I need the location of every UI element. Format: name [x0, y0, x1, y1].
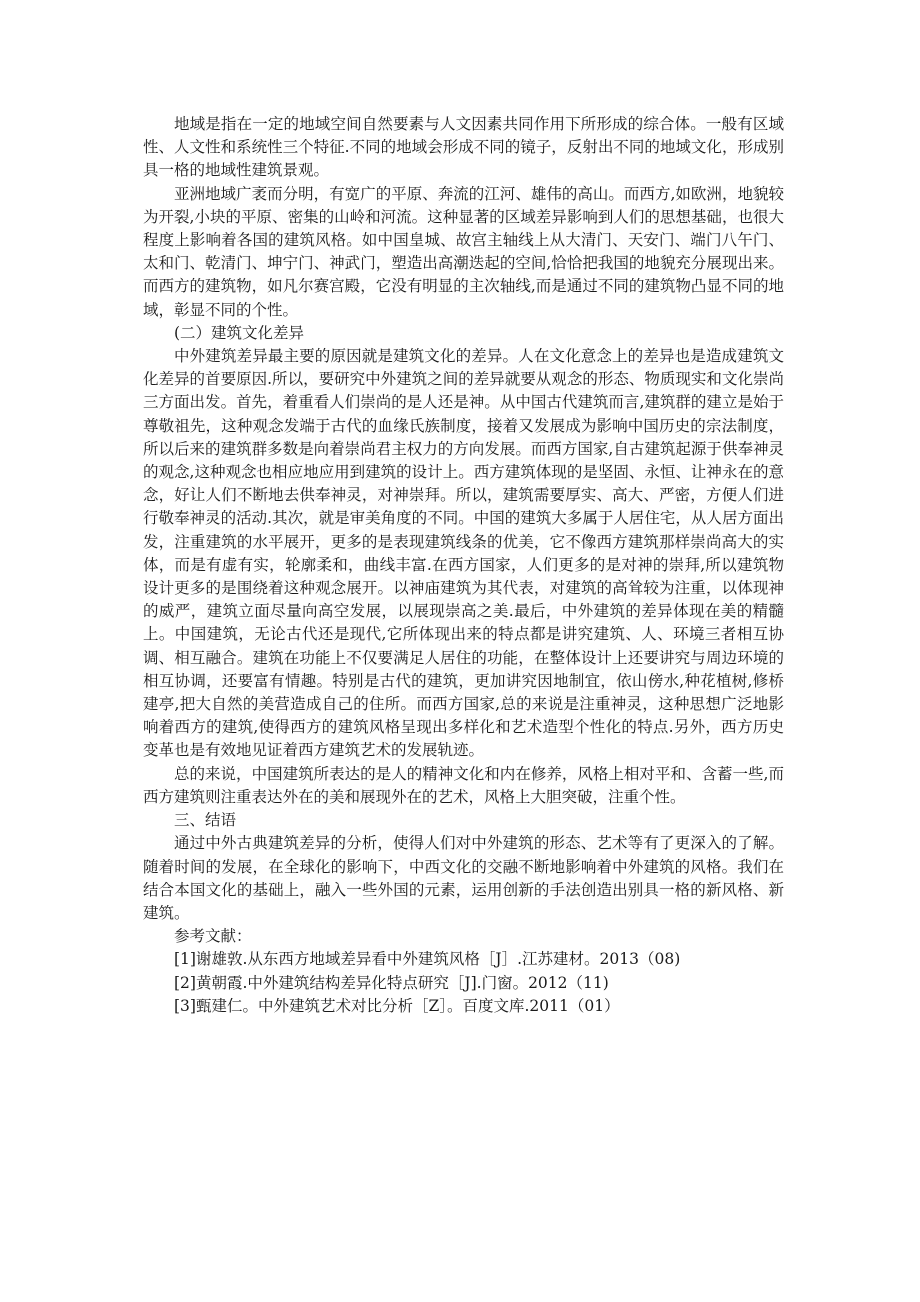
document-body [143, 113, 784, 1018]
paragraph: 通过中外古典建筑差异的分析，使得人们对中外建筑的形态、艺术等有了更深入的了解。随着时间的发展，在全球化的影响下，中西文化的交融不断地影响着中外建筑的风格。我们在结合本国文化的基础上，融入一些外国的元素，运用创新的手法创造出别具一格的新风格、新建筑。 [143, 834, 784, 922]
paragraph: 中外建筑差异最主要的原因就是建筑文化的差异。人在文化意念上的差异也是造成建筑文化差异的首要原因.所以，要研究中外建筑之间的差异就要从观念的形态、物质现实和文化崇尚三方面出发。首先，着重看人们崇尚的是人还是神。从中国古代建筑而言,建筑群的建立是始于尊敬祖先，这种观念发端于古代的血缘氏族制度，接着又发展成为影响中国历史的宗法制度，所以后来的建筑群多数是向着崇尚君主权力的方向发展。而西方国家,自古建筑起源于供奉神灵的观念,这种观念也相应地应用到建筑的设计上。西方建筑体现的是坚固、永恒、让神永在的意念，好让人们不断地去供奉神灵，对神崇拜。所以，建筑需要厚实、高大、严密，方便人们进行敬奉神灵的活动.其次，就是审美角度的不同。中国的建筑大多属于人居住宅，从人居方面出发，注重建筑的水平展开，更多的是表现建筑线条的优美，它不像西方建筑那样崇尚高大的实体，而是有虚有实，轮廓柔和，曲线丰富.在西方国家，人们更多的是对神的崇拜,所以建筑物设计更多的是围绕着这种观念展开。以神庙建筑为其代表，对建筑的高耸较为注重，以体现神的威严，建筑立面尽量向高空发展，以展现崇高之美.最后，中外建筑的差异体现在美的精髓上。中国建筑，无论古代还是现代,它所体现出来的特点都是讲究建筑、人、环境三者相互协调、相互融合。建筑在功能上不仅要满足人居住的功能，在整体设计上还要讲究与周边环境的相互协调，还要富有情趣。特别是古代的建筑，更加讲究因地制宜，依山傍水,种花植树,修桥建亭,把大自然的美营造成自己的住所。而西方国家,总的来说是注重神灵，这种思想广泛地影响着西方的建筑,使得西方的建筑风格呈现出多样化和艺术造型个性化的特点.另外，西方历史变革也是有效地见证着西方建筑艺术的发展轨迹。 [143, 347, 784, 760]
section-heading: (二）建筑文化差异 [174, 323, 305, 342]
reference-item: [2]黄朝霞.中外建筑结构差异化特点研究［J].门窗。2012（11) [174, 973, 609, 992]
reference-item: [3]甄建仁。中外建筑艺术对比分析［Z］。百度文库.2011（01） [174, 996, 620, 1015]
paragraph: 地域是指在一定的地域空间自然要素与人文因素共同作用下所形成的综合体。一般有区域性、人文性和系统性三个特征.不同的地域会形成不同的镜子，反射出不同的地域文化，形成别具一格的地域性建筑景观。 [143, 115, 784, 180]
reference-item: [1]谢雄敦.从东西方地域差异看中外建筑风格［J］.江苏建材。2013（08) [174, 950, 681, 969]
references-heading: 参考文献： [174, 927, 252, 946]
reference-list [143, 948, 784, 1018]
paragraph: 亚洲地域广袤而分明，有宽广的平原、奔流的江河、雄伟的高山。而西方,如欧洲，地貌较为开裂,小块的平原、密集的山岭和河流。这种显著的区域差异影响到人们的思想基础，也很大程度上影响着各国的建筑风格。如中国皇城、故宫主轴线上从大清门、天安门、端门八午门、太和门、乾清门、坤宁门、神武门，塑造出高潮迭起的空间,恰恰把我国的地貌充分展现出来。而西方的建筑物，如凡尔赛宫殿，它没有明显的主次轴线,而是通过不同的建筑物凸显不同的地域，彰显不同的个性。 [143, 184, 784, 319]
paragraph: 总的来说，中国建筑所表达的是人的精神文化和内在修养，风格上相对平和、含蓄一些,而西方建筑则注重表达外在的美和展现外在的艺术，风格上大胆突破，注重个性。 [143, 764, 784, 806]
section-heading: 三、结语 [174, 811, 237, 830]
